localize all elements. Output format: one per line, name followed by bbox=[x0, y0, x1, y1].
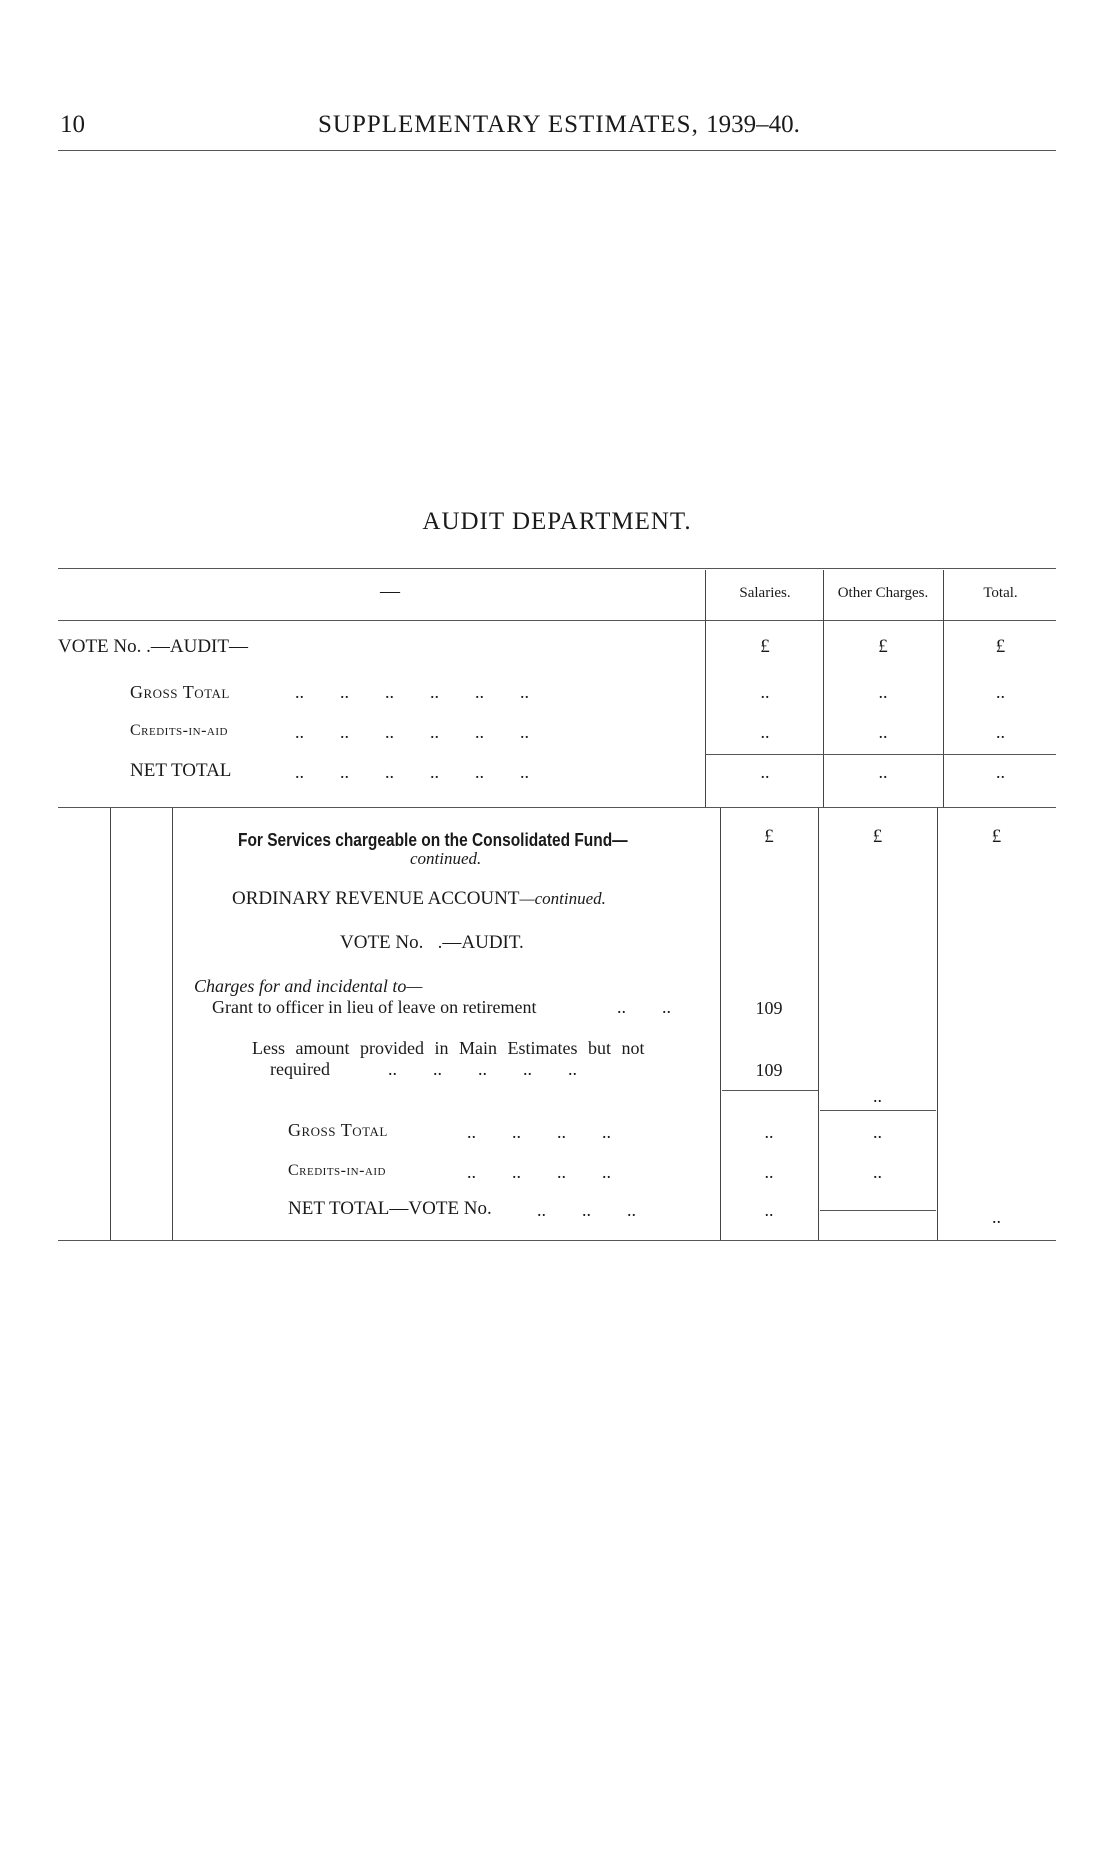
summary-gross-total: .. bbox=[996, 682, 1005, 702]
summary-net-total: .. bbox=[996, 762, 1005, 782]
detail-net-leader: .. .. .. bbox=[537, 1200, 636, 1220]
header-rule bbox=[58, 150, 1056, 151]
grant-salaries: 109 bbox=[755, 998, 783, 1018]
less-line-1: Less amount provided in Main Estimates but not bbox=[252, 1038, 645, 1058]
detail-credits-other: .. bbox=[873, 1162, 882, 1182]
summary-header-total: Total. bbox=[983, 585, 1018, 601]
summary-gross-salaries: .. bbox=[760, 682, 770, 702]
other-subtotal-rule bbox=[820, 1110, 936, 1111]
detail-gross-total-label: Gross Total bbox=[288, 1120, 388, 1140]
detail-net-total-label: NET TOTAL—VOTE No. bbox=[288, 1198, 492, 1219]
services-heading: For Services chargeable on the Consolidated Fund— bbox=[238, 830, 628, 850]
account-heading-text: ORDINARY REVENUE ACCOUNT bbox=[232, 888, 520, 909]
detail-bottom-rule bbox=[58, 1240, 1056, 1241]
summary-credits-leader: .. .. .. .. .. .. bbox=[295, 722, 529, 742]
grant-line: Grant to officer in lieu of leave on retirement bbox=[212, 997, 537, 1017]
summary-credits-total: .. bbox=[996, 722, 1005, 742]
grant-leader: .. .. bbox=[617, 997, 671, 1017]
detail-col-line-b bbox=[172, 808, 173, 1240]
summary-credits-other: .. bbox=[878, 722, 888, 742]
less-line-2: required bbox=[270, 1059, 330, 1079]
summary-col-line-3 bbox=[943, 570, 944, 808]
detail-gross-leader: .. .. .. .. bbox=[467, 1122, 611, 1142]
summary-net-total-label: NET TOTAL bbox=[130, 760, 232, 781]
detail-gross-other: .. bbox=[873, 1122, 882, 1142]
summary-currency-total: £ bbox=[995, 636, 1006, 657]
detail-net-total: .. bbox=[992, 1207, 1001, 1227]
running-title-text: SUPPLEMENTARY ESTIMATES, bbox=[318, 111, 699, 138]
summary-net-leader: .. .. .. .. .. .. bbox=[295, 762, 529, 782]
summary-gross-leader: .. .. .. .. .. .. bbox=[295, 682, 529, 702]
summary-header-salaries: Salaries. bbox=[739, 585, 791, 601]
detail-credits-label: Credits-in-aid bbox=[288, 1162, 386, 1179]
detail-net-salaries: .. bbox=[764, 1200, 774, 1220]
detail-gross-salaries: .. bbox=[764, 1122, 774, 1142]
summary-gross-other: .. bbox=[878, 682, 888, 702]
summary-net-salaries: .. bbox=[760, 762, 770, 782]
summary-credits-salaries: .. bbox=[760, 722, 770, 742]
summary-currency-other: £ bbox=[878, 636, 888, 657]
detail-currency-other: £ bbox=[872, 826, 883, 847]
summary-gross-total-label: Gross Total bbox=[130, 682, 230, 702]
less-subtotal-rule bbox=[722, 1090, 818, 1091]
running-title bbox=[318, 111, 800, 139]
detail-col-line-a bbox=[110, 808, 111, 1240]
detail-credits-salaries: .. bbox=[764, 1162, 774, 1182]
running-title-year: 1939–40. bbox=[706, 111, 800, 138]
summary-net-other: .. bbox=[878, 762, 888, 782]
less-leader: .. .. .. .. .. bbox=[388, 1059, 577, 1079]
account-heading-continued: —continued. bbox=[519, 889, 606, 908]
credits-subtotal-rule bbox=[820, 1210, 936, 1211]
detail-vote-heading: VOTE No. .—AUDIT. bbox=[340, 932, 524, 953]
page-number: 10 bbox=[60, 111, 85, 138]
charges-heading: Charges for and incidental to— bbox=[194, 976, 423, 996]
department-title: AUDIT DEPARTMENT. bbox=[422, 508, 692, 535]
summary-bottom-rule bbox=[58, 807, 1056, 808]
detail-currency-total: £ bbox=[991, 826, 1002, 847]
summary-vote-label: VOTE No. .—AUDIT— bbox=[58, 636, 248, 657]
summary-header-rule bbox=[58, 620, 1056, 621]
less-salaries: 109 bbox=[755, 1060, 783, 1080]
detail-credits-leader: .. .. .. .. bbox=[467, 1162, 611, 1182]
detail-currency-salaries: £ bbox=[764, 826, 774, 847]
summary-subtotal-rule bbox=[705, 754, 1056, 755]
summary-header-other-charges: Other Charges. bbox=[837, 585, 929, 601]
account-heading bbox=[232, 888, 606, 910]
summary-currency-salaries: £ bbox=[760, 636, 770, 657]
summary-header-description: — bbox=[380, 580, 400, 602]
less-other: .. bbox=[873, 1086, 882, 1106]
summary-credits-label: Credits-in-aid bbox=[130, 722, 228, 739]
detail-col-line-e bbox=[937, 808, 938, 1240]
services-continued: continued. bbox=[410, 849, 482, 868]
summary-top-rule bbox=[58, 568, 1056, 569]
